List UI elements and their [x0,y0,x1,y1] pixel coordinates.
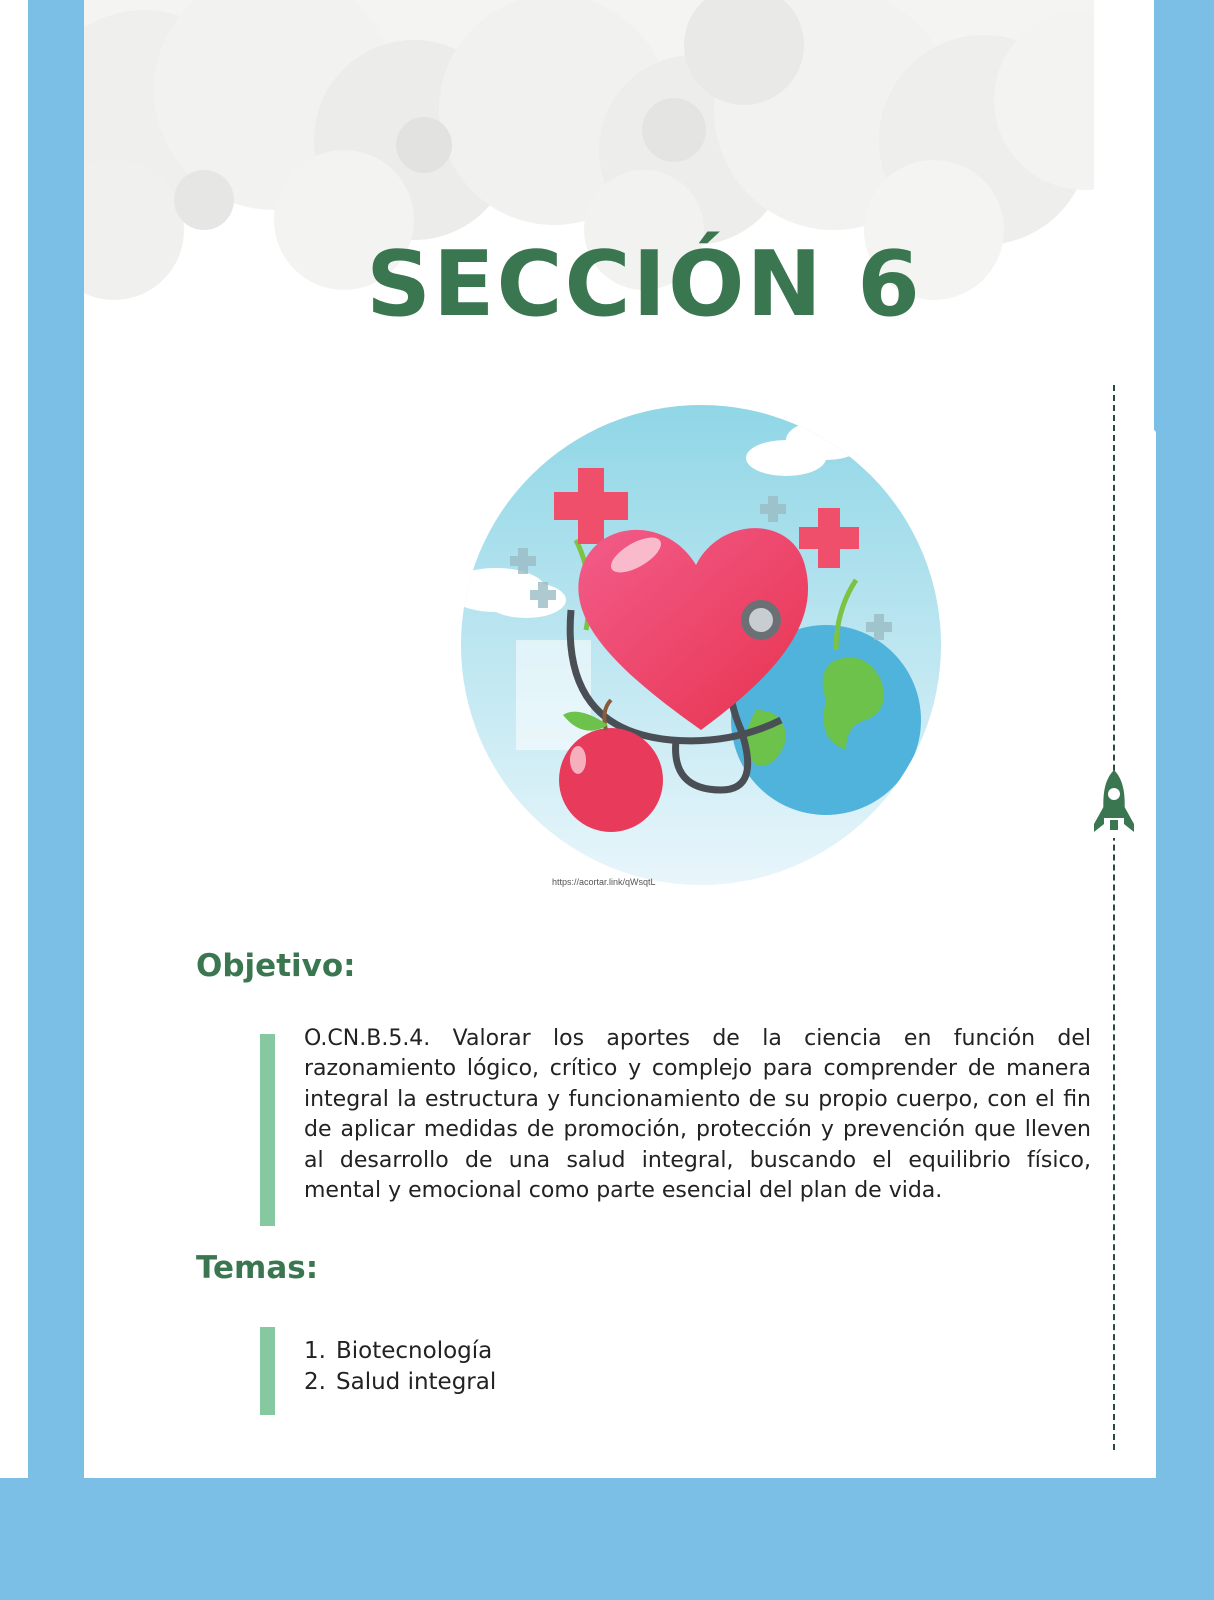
dashed-path-line [1113,385,1115,1450]
objetivo-accent-bar [260,1034,275,1226]
list-item [304,1336,496,1367]
list-item-label: Biotecnología [336,1338,493,1364]
temas-heading: Temas: [196,1250,319,1286]
frame-left-border [28,0,84,1600]
list-item-label: Salud integral [336,1369,497,1395]
list-item [304,1367,496,1398]
list-item-number: 2. [304,1369,326,1395]
objetivo-heading: Objetivo: [196,948,356,984]
temas-list [304,1336,496,1398]
list-item-number: 1. [304,1338,326,1364]
image-credit-link[interactable]: https://acortar.link/qWsqtL [552,877,656,887]
objetivo-text: O.CN.B.5.4. Valorar los aportes de la ciencia en función del razonamiento lógico, crítico y complejo para comprender de manera integral la estructura y funcionamiento de su propio cuerpo, con el fin de aplicar medidas de promoción, protección y prevención que lleven al desarrollo de una salud integral, buscando el equilibrio físico, mental y emocional como parte esencial del plan de vida. [304,1026,1091,1204]
frame-bottom-border [0,1478,1214,1600]
section-title: SECCIÓN 6 [366,232,922,337]
temas-accent-bar [260,1327,275,1415]
heart-stethoscope-illustration [456,400,946,890]
page-content [84,0,1154,1478]
rocket-icon [1090,768,1138,844]
